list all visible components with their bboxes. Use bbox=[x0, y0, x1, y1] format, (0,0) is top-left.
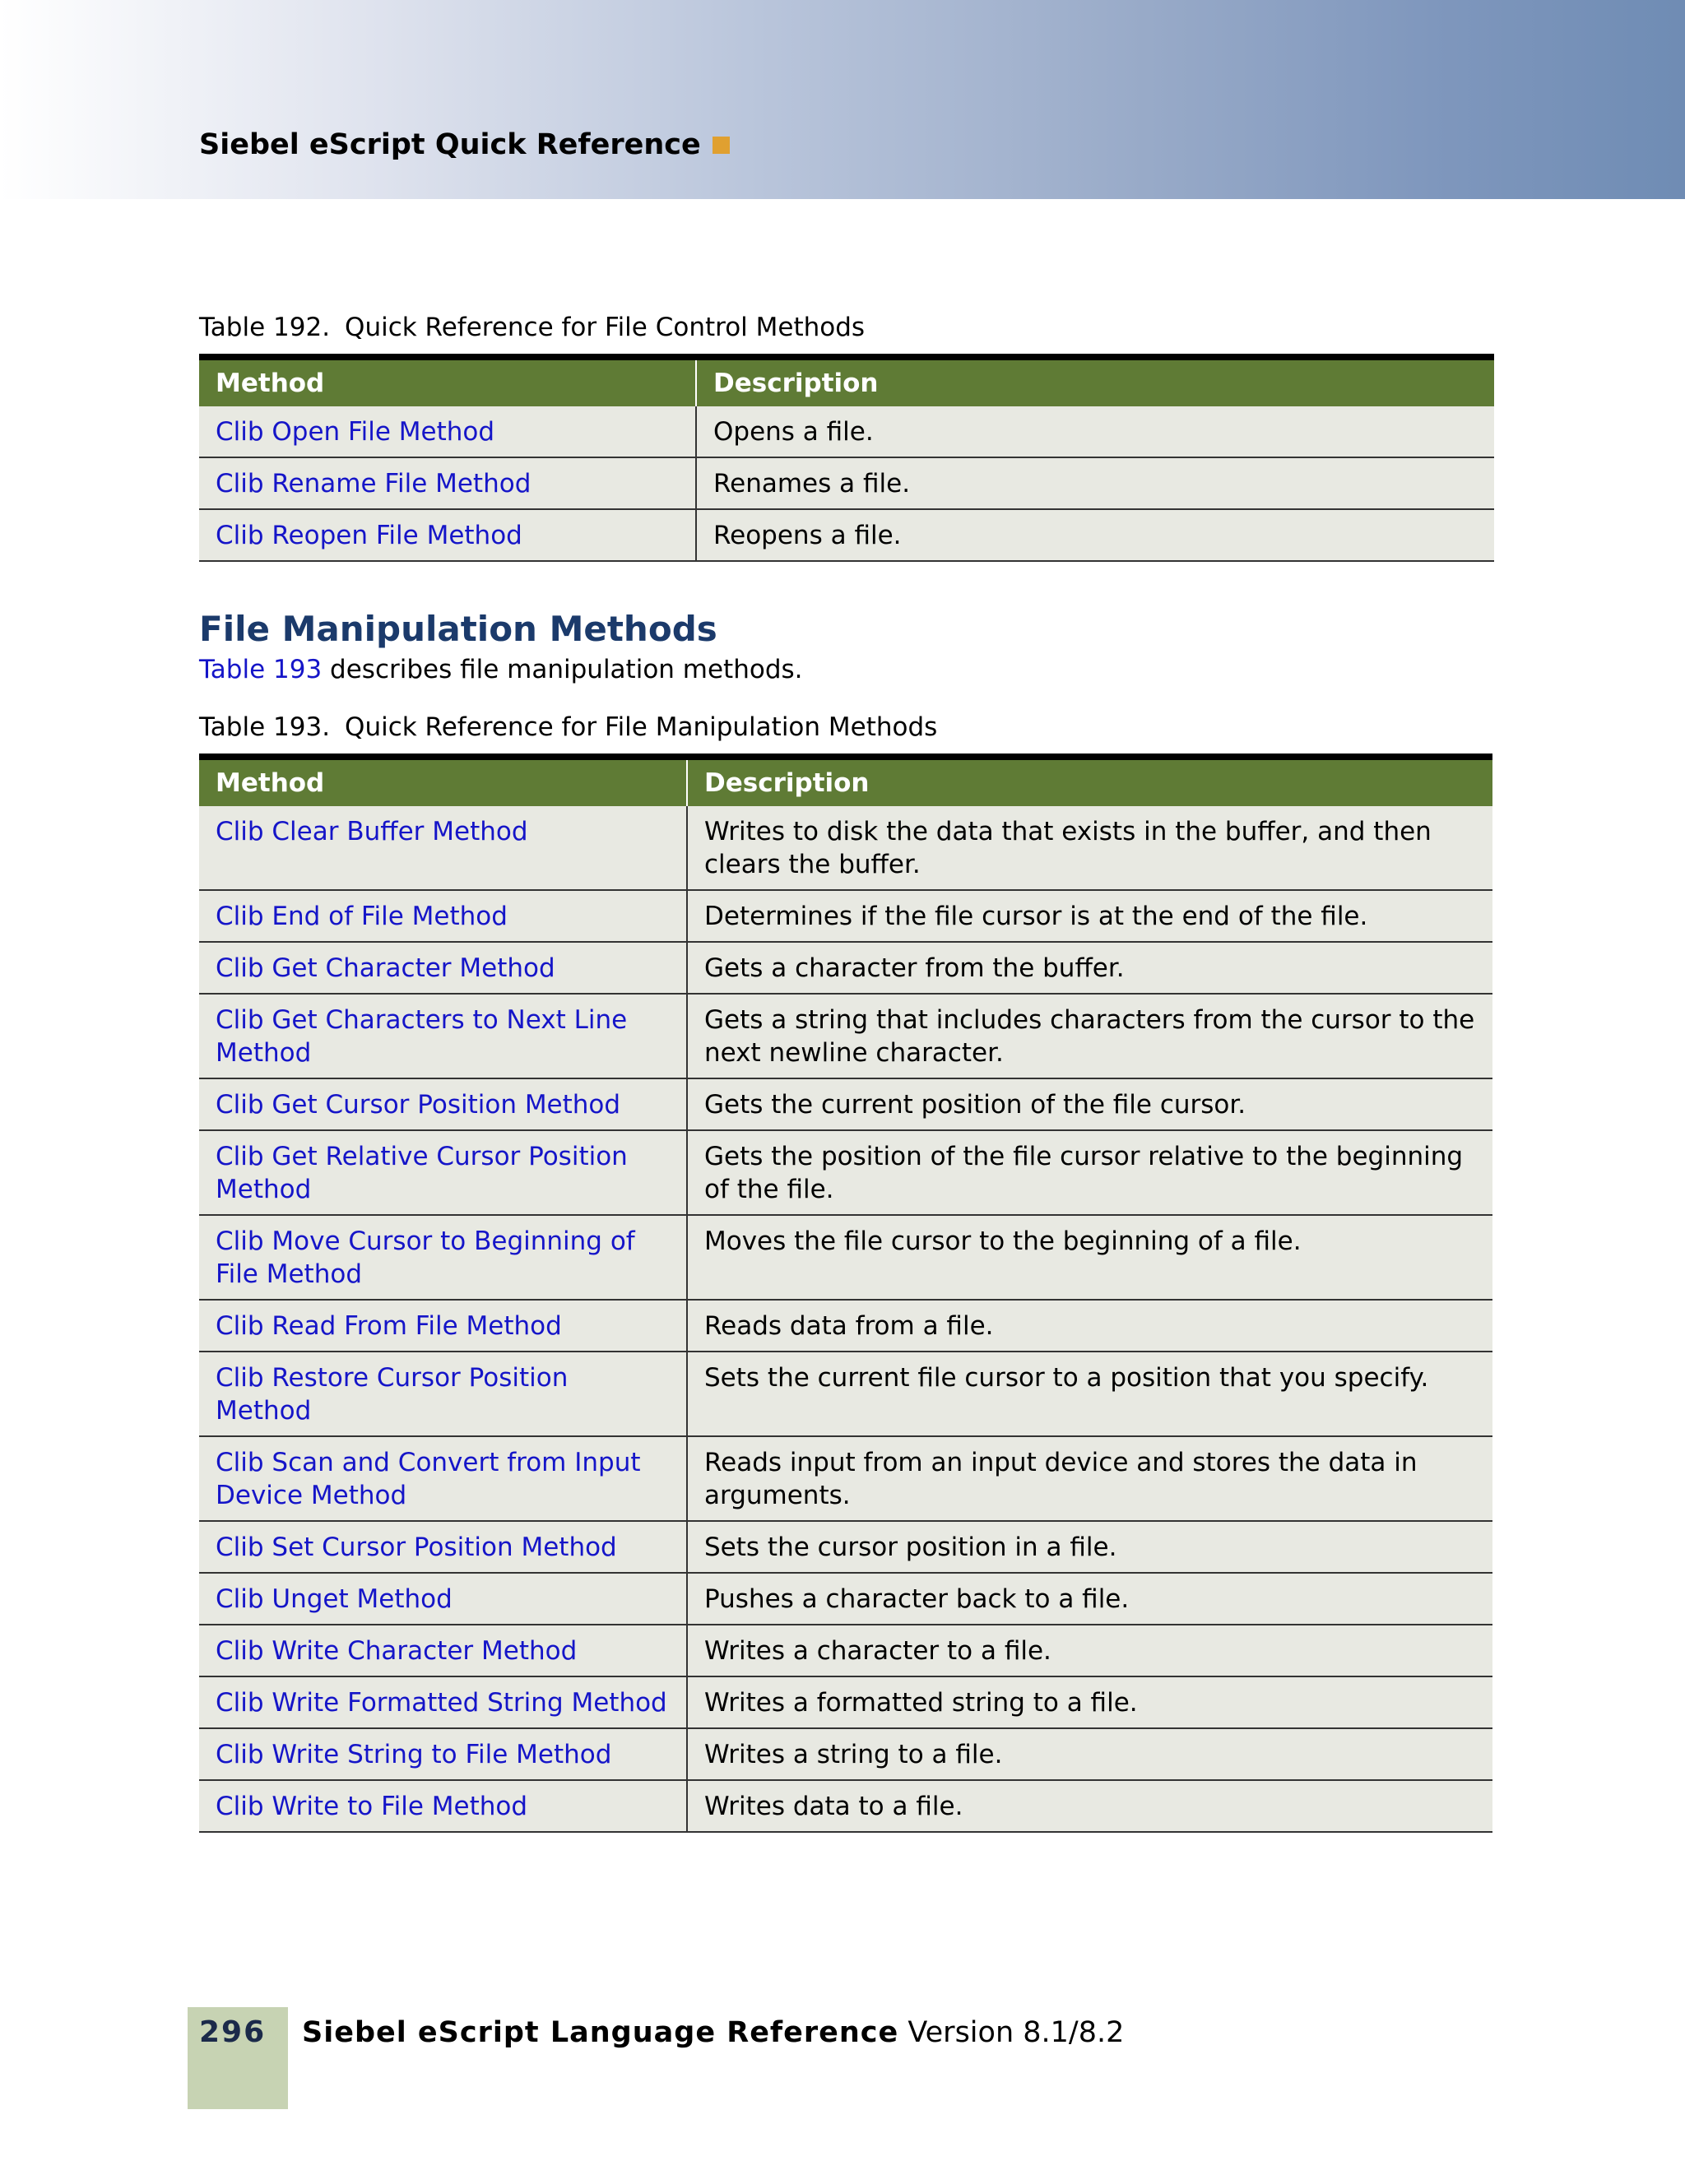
table-192 bbox=[199, 354, 1494, 562]
table-row bbox=[199, 509, 1494, 561]
method-link[interactable]: Clib Move Cursor to Beginning of File Method bbox=[199, 1215, 687, 1300]
table-row bbox=[199, 1130, 1492, 1215]
method-description: Renames a file. bbox=[696, 457, 1494, 509]
table-row bbox=[199, 942, 1492, 994]
section-title: File Manipulation Methods bbox=[199, 609, 717, 649]
method-description: Writes to disk the data that exists in the buffer, and then clears the buffer. bbox=[687, 806, 1492, 890]
method-description: Writes a string to a file. bbox=[687, 1728, 1492, 1780]
running-header-title: Siebel eScript Quick Reference bbox=[199, 128, 701, 161]
table-row bbox=[199, 1573, 1492, 1625]
table-row bbox=[199, 1676, 1492, 1728]
method-description: Opens a file. bbox=[696, 406, 1494, 457]
method-link[interactable]: Clib Rename File Method bbox=[199, 457, 696, 509]
page-number: 296 bbox=[199, 2015, 267, 2049]
table-row bbox=[199, 994, 1492, 1078]
method-description: Writes data to a file. bbox=[687, 1780, 1492, 1832]
method-description: Determines if the file cursor is at the end of the file. bbox=[687, 890, 1492, 942]
book-version: Version 8.1/8.2 bbox=[898, 2016, 1125, 2049]
method-link[interactable]: Clib Set Cursor Position Method bbox=[199, 1521, 687, 1573]
method-link[interactable]: Clib Get Character Method bbox=[199, 942, 687, 994]
method-link[interactable]: Clib Get Relative Cursor Position Method bbox=[199, 1130, 687, 1215]
method-description: Reopens a file. bbox=[696, 509, 1494, 561]
method-link[interactable]: Clib Unget Method bbox=[199, 1573, 687, 1625]
method-description: Writes a character to a file. bbox=[687, 1625, 1492, 1676]
table-193 bbox=[199, 754, 1492, 1833]
method-link[interactable]: Clib Open File Method bbox=[199, 406, 696, 457]
method-description: Gets the current position of the file cursor. bbox=[687, 1078, 1492, 1130]
column-header-description: Description bbox=[696, 357, 1494, 406]
method-link[interactable]: Clib Write Formatted String Method bbox=[199, 1676, 687, 1728]
method-description: Gets a string that includes characters from the cursor to the next newline character. bbox=[687, 994, 1492, 1078]
method-description: Sets the cursor position in a file. bbox=[687, 1521, 1492, 1573]
method-link[interactable]: Clib Reopen File Method bbox=[199, 509, 696, 561]
table-row bbox=[199, 1078, 1492, 1130]
table-193-number: Table 193. bbox=[199, 712, 331, 742]
table-193-link[interactable]: Table 193 bbox=[199, 655, 323, 684]
method-link[interactable]: Clib Write Character Method bbox=[199, 1625, 687, 1676]
table-row bbox=[199, 1780, 1492, 1832]
method-description: Sets the current file cursor to a position that you specify. bbox=[687, 1352, 1492, 1436]
column-header-method: Method bbox=[199, 357, 696, 406]
footer-book-title bbox=[302, 2016, 1124, 2049]
header-band bbox=[0, 0, 1685, 199]
method-description: Reads input from an input device and stores the data in arguments. bbox=[687, 1436, 1492, 1521]
method-link[interactable]: Clib Get Characters to Next Line Method bbox=[199, 994, 687, 1078]
column-header-method: Method bbox=[199, 757, 687, 806]
header-square-icon bbox=[713, 137, 730, 154]
table-192-caption bbox=[199, 313, 865, 342]
method-description: Gets the position of the file cursor relative to the beginning of the file. bbox=[687, 1130, 1492, 1215]
book-title: Siebel eScript Language Reference bbox=[302, 2016, 899, 2049]
table-row bbox=[199, 457, 1494, 509]
method-link[interactable]: Clib Write to File Method bbox=[199, 1780, 687, 1832]
table-row bbox=[199, 1436, 1492, 1521]
table-row bbox=[199, 1215, 1492, 1300]
table-header-row bbox=[199, 357, 1494, 406]
method-link[interactable]: Clib Read From File Method bbox=[199, 1300, 687, 1352]
method-description: Reads data from a file. bbox=[687, 1300, 1492, 1352]
table-row bbox=[199, 1521, 1492, 1573]
running-header bbox=[199, 128, 730, 161]
table-192-title: Quick Reference for File Control Methods bbox=[345, 313, 866, 342]
table-header-row bbox=[199, 757, 1492, 806]
table-193-caption bbox=[199, 712, 937, 742]
table-row bbox=[199, 1300, 1492, 1352]
section-intro-text: describes file manipulation methods. bbox=[322, 655, 803, 684]
method-link[interactable]: Clib Write String to File Method bbox=[199, 1728, 687, 1780]
column-header-description: Description bbox=[687, 757, 1492, 806]
method-description: Pushes a character back to a file. bbox=[687, 1573, 1492, 1625]
table-192-number: Table 192. bbox=[199, 313, 331, 342]
section-intro bbox=[199, 655, 803, 684]
table-row bbox=[199, 406, 1494, 457]
table-row bbox=[199, 1625, 1492, 1676]
table-row bbox=[199, 1728, 1492, 1780]
method-link[interactable]: Clib Scan and Convert from Input Device Method bbox=[199, 1436, 687, 1521]
method-description: Moves the file cursor to the beginning of a file. bbox=[687, 1215, 1492, 1300]
table-row bbox=[199, 890, 1492, 942]
method-link[interactable]: Clib Get Cursor Position Method bbox=[199, 1078, 687, 1130]
method-description: Writes a formatted string to a file. bbox=[687, 1676, 1492, 1728]
table-193-title: Quick Reference for File Manipulation Methods bbox=[345, 712, 938, 742]
method-description: Gets a character from the buffer. bbox=[687, 942, 1492, 994]
method-link[interactable]: Clib Restore Cursor Position Method bbox=[199, 1352, 687, 1436]
method-link[interactable]: Clib End of File Method bbox=[199, 890, 687, 942]
method-link[interactable]: Clib Clear Buffer Method bbox=[199, 806, 687, 890]
table-row bbox=[199, 806, 1492, 890]
table-row bbox=[199, 1352, 1492, 1436]
